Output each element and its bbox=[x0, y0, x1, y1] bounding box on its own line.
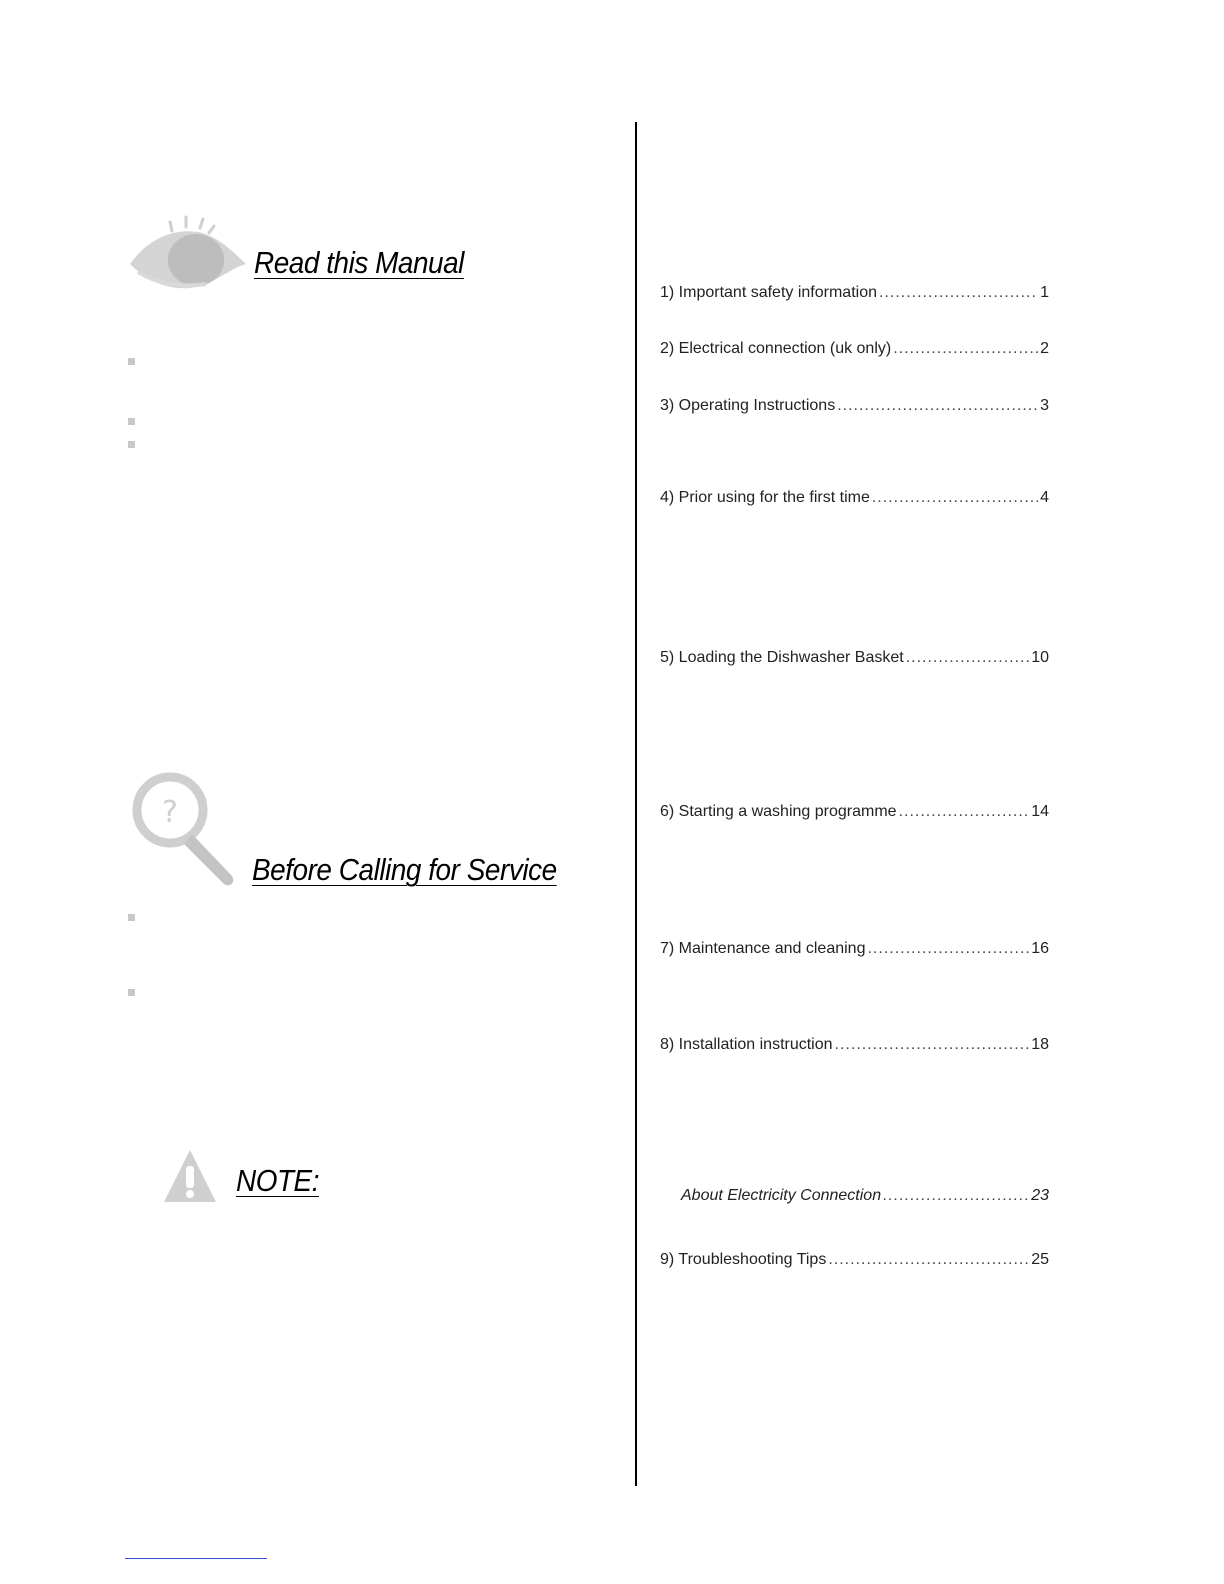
read-manual-heading: Read this Manual bbox=[254, 245, 464, 280]
leader-dots bbox=[893, 340, 1038, 358]
leader-dots bbox=[883, 1187, 1029, 1205]
bullet-marker bbox=[128, 358, 135, 365]
toc-item[interactable]: 1) Important safety information ..... 1 bbox=[660, 284, 1049, 302]
note-heading: NOTE: bbox=[236, 1163, 320, 1198]
leader-dots bbox=[879, 284, 1038, 302]
toc-item[interactable]: 4) Prior using for the first time ..... 4 bbox=[660, 489, 1049, 507]
toc-item[interactable]: 7) Maintenance and cleaning ..... 16 bbox=[660, 940, 1049, 958]
toc-item[interactable]: 9) Troubleshooting Tips ..... 25 bbox=[660, 1251, 1049, 1269]
before-service-heading: Before Calling for Service bbox=[252, 852, 557, 887]
toc-item[interactable]: 2) Electrical connection (uk only) ..... 2 bbox=[660, 340, 1049, 358]
leader-dots bbox=[872, 489, 1038, 507]
leader-dots bbox=[835, 1036, 1030, 1054]
eye-icon bbox=[128, 214, 248, 290]
toc-item[interactable]: 3) Operating Instructions ..... 3 bbox=[660, 397, 1049, 415]
column-divider bbox=[635, 122, 637, 1486]
leader-dots bbox=[837, 397, 1038, 415]
leader-dots bbox=[828, 1251, 1029, 1269]
bullet-marker bbox=[128, 441, 135, 448]
toc-item[interactable]: 5) Loading the Dishwasher Basket ..... 10 bbox=[660, 649, 1049, 667]
bullet-marker bbox=[128, 989, 135, 996]
warning-triangle-icon bbox=[162, 1148, 218, 1204]
toc-item[interactable]: 6) Starting a washing programme ..... 14 bbox=[660, 803, 1049, 821]
toc-subitem[interactable]: About Electricity Connection ..... 23 bbox=[681, 1187, 1049, 1205]
toc-item[interactable]: 8) Installation instruction ..... 18 bbox=[660, 1036, 1049, 1054]
svg-text:?: ? bbox=[162, 795, 178, 830]
footer-link-underline bbox=[125, 1558, 267, 1559]
leader-dots bbox=[899, 803, 1030, 821]
magnifier-question-icon bbox=[132, 772, 240, 890]
leader-dots bbox=[867, 940, 1029, 958]
bullet-marker bbox=[128, 914, 135, 921]
bullet-marker bbox=[128, 418, 135, 425]
leader-dots bbox=[906, 649, 1030, 667]
